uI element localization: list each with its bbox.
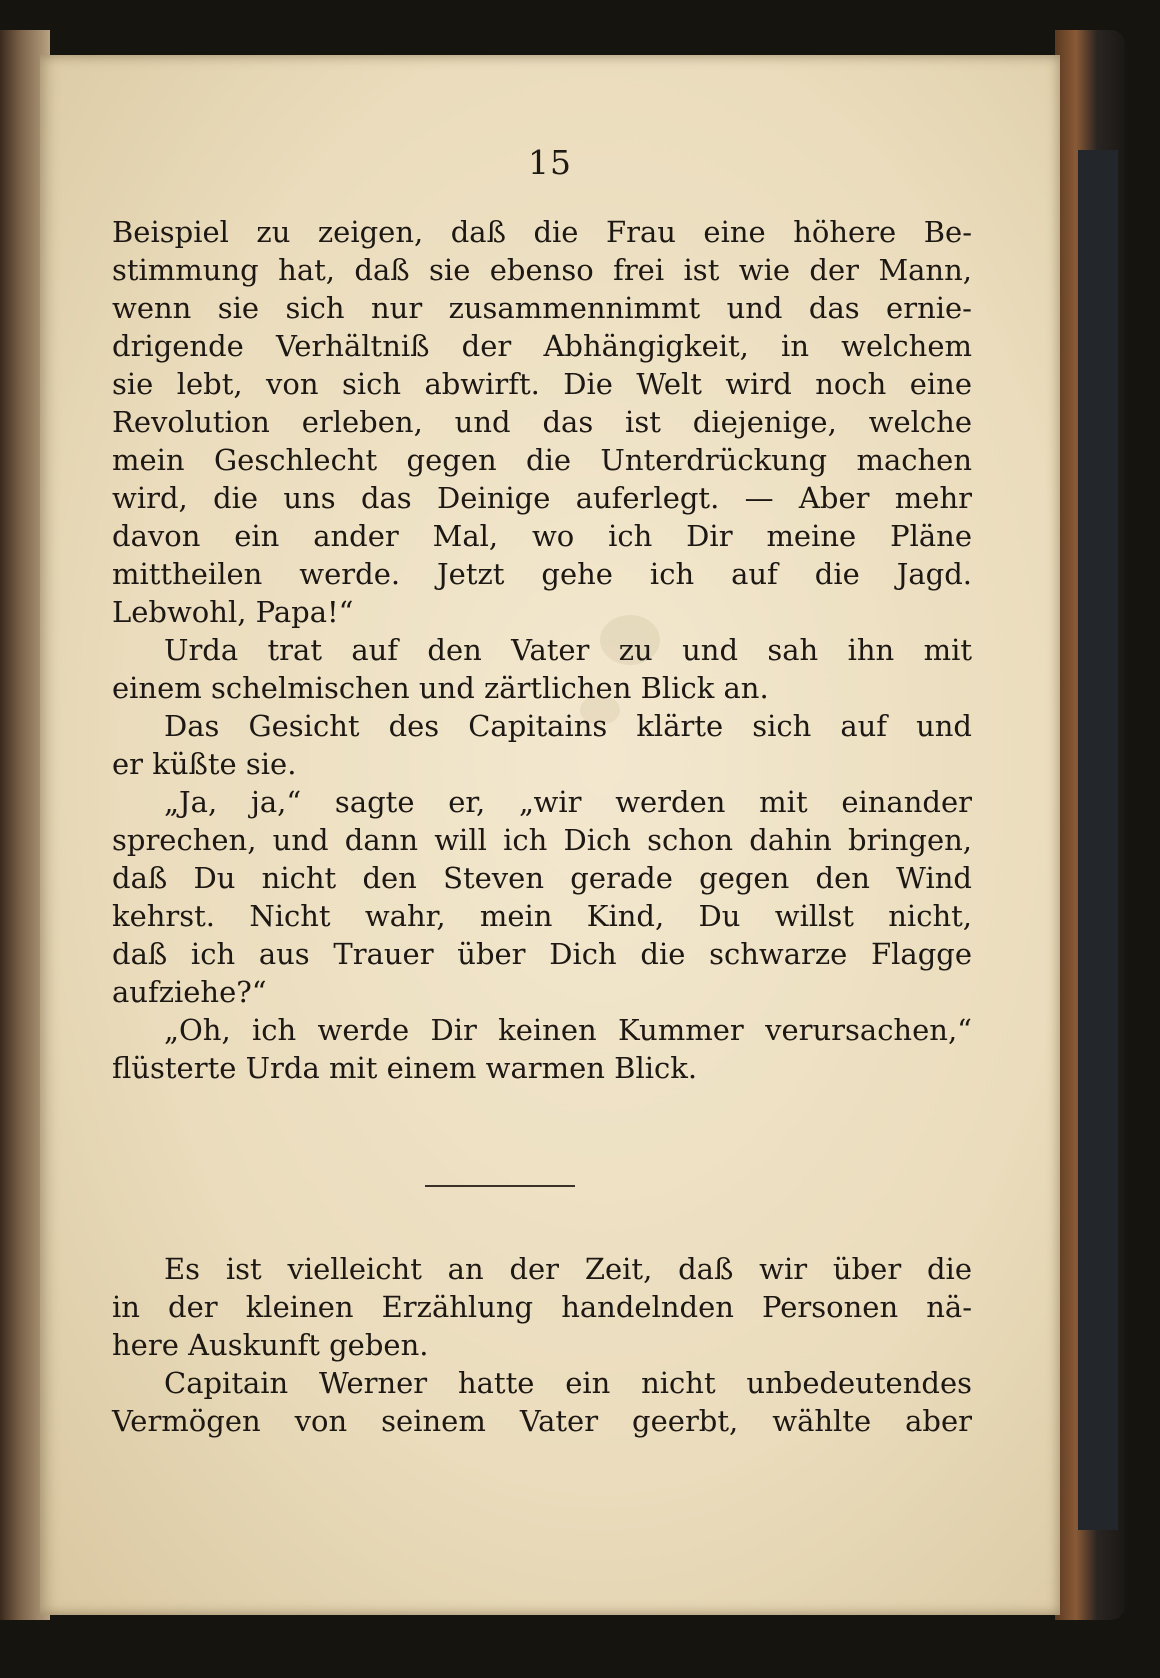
text-line: Vermögen von seinem Vater geerbt, wählte aber (112, 1404, 972, 1438)
text-line: sie lebt, von sich abwirft. Die Welt wird noch eine (112, 367, 972, 401)
text-line: „Oh, ich werde Dir keinen Kummer verursachen,“ (164, 1013, 972, 1047)
page-number: 15 (528, 143, 572, 182)
text-line: drigende Verhältniß der Abhängigkeit, in welchem (112, 329, 972, 363)
text-line: davon ein ander Mal, wo ich Dir meine Pläne (112, 519, 972, 553)
text-line: flüsterte Urda mit einem warmen Blick. (112, 1051, 698, 1085)
text-line: stimmung hat, daß sie ebenso frei ist wie der Mann, (112, 253, 972, 287)
text-line: Capitain Werner hatte ein nicht unbedeutendes (164, 1366, 972, 1400)
text-block-lower (112, 1250, 972, 1440)
text-line: aufziehe?“ (112, 975, 267, 1009)
text-line: Es ist vielleicht an der Zeit, daß wir über die (164, 1252, 972, 1286)
text-line: wird, die uns das Deinige auferlegt. — Aber mehr (112, 481, 972, 515)
text-line: Lebwohl, Papa!“ (112, 595, 354, 629)
text-line: here Auskunft geben. (112, 1328, 429, 1362)
book-spine (1078, 150, 1118, 1530)
text-line: einem schelmischen und zärtlichen Blick an. (112, 671, 769, 705)
text-line: daß ich aus Trauer über Dich die schwarze Flagge (112, 937, 972, 971)
text-line: „Ja, ja,“ sagte er, „wir werden mit einander (164, 785, 972, 819)
text-line: mittheilen werde. Jetzt gehe ich auf die Jagd. (112, 557, 972, 591)
text-line: sprechen, und dann will ich Dich schon dahin bringen, (112, 823, 972, 857)
section-divider (425, 1185, 575, 1187)
text-line: in der kleinen Erzählung handelnden Personen nä- (112, 1290, 972, 1324)
text-line: mein Geschlecht gegen die Unterdrückung machen (112, 443, 972, 477)
book-page (40, 55, 1060, 1615)
text-line: er küßte sie. (112, 747, 297, 781)
text-line: Revolution erleben, und das ist diejenige, welche (112, 405, 972, 439)
text-line: daß Du nicht den Steven gerade gegen den Wind (112, 861, 972, 895)
text-line: wenn sie sich nur zusammennimmt und das ernie- (112, 291, 972, 325)
text-line: Urda trat auf den Vater zu und sah ihn mit (164, 633, 972, 667)
text-line: Das Gesicht des Capitains klärte sich auf und (164, 709, 972, 743)
text-line: kehrst. Nicht wahr, mein Kind, Du willst nicht, (112, 899, 972, 933)
text-line: Beispiel zu zeigen, daß die Frau eine höhere Be- (112, 215, 972, 249)
text-block-upper (112, 213, 972, 1087)
